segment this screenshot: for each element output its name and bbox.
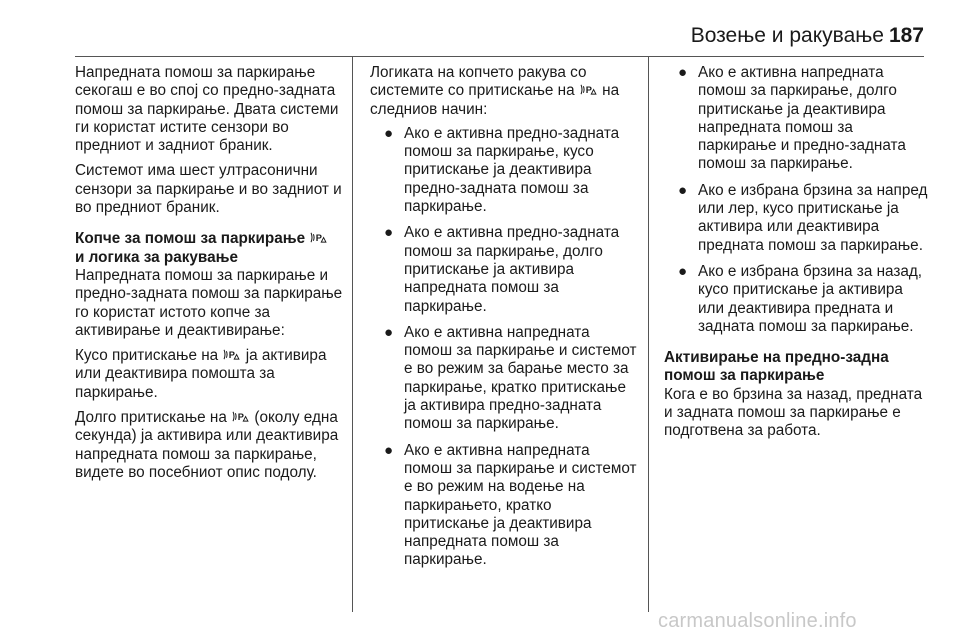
page-number: 187 <box>888 24 924 47</box>
paragraph: Системот има шест ултрасонични сензори за паркирање и во задниот и во предниот браник. <box>75 162 342 217</box>
list-item: ● Ако е активна напредната помош за паркирање и системот е во режим за барање место за паркирање, кратко притискање ја активира предно-задната помош за паркирање. <box>384 323 637 433</box>
column-2 <box>370 64 638 578</box>
bullet-icon: ● <box>678 262 688 280</box>
watermark: carmanualsonline.info <box>658 610 857 632</box>
park-assist-icon <box>310 231 327 244</box>
bullet-icon: ● <box>678 64 688 81</box>
paragraph: Напредната помош за паркирање и предно-задната помош за паркирање го користат истото копче за активирање и деактивирање: <box>75 266 343 339</box>
section-heading: Копче за помош за паркирање и логика за ракување <box>75 230 345 267</box>
bullet-icon: ● <box>384 323 394 341</box>
paragraph: Долго притискање на (околу една секунда) ја активира или деактивира напредната помош за паркирање, видете во посебниот опис подолу. <box>75 409 339 481</box>
list-item: ● Ако е избрана брзина за напред или лер, кусо притискање ја активира или деактивира предната помош за паркирање. <box>678 181 928 254</box>
chapter-title: Возење и ракување <box>690 24 884 47</box>
page-header <box>0 0 960 57</box>
column-1 <box>75 64 345 489</box>
bullet-list <box>370 125 638 570</box>
bullet-icon: ● <box>384 441 394 459</box>
paragraph: Логиката на копчето ракува со системите со притискање на на следниов начин: <box>370 64 620 118</box>
column-divider-1 <box>352 57 353 612</box>
bullet-icon: ● <box>678 181 688 199</box>
bullet-icon: ● <box>384 124 394 142</box>
list-item: ● Ако е избрана брзина за назад, кусо притискање ја активира или деактивира предната и задната помош за паркирање. <box>678 262 923 335</box>
park-assist-icon <box>232 410 249 423</box>
paragraph: Кусо притискање на ја активира или деактивира помошта за паркирање. <box>75 347 327 401</box>
park-assist-icon <box>223 348 240 361</box>
section-heading: Активирање на предно-задна помош за паркирање <box>664 349 889 385</box>
header-divider <box>75 56 924 57</box>
list-item: ● Ако е активна напредната помош за паркирање, долго притискање ја деактивира напредната помош за паркирање и предно-задната помош за паркирање. <box>678 64 906 173</box>
list-item: ● Ако е активна предно-задната помош за паркирање, долго притискање ја активира напредната помош за паркирање. <box>384 224 620 315</box>
paragraph: Кога е во брзина за назад, предната и задната помош за паркирање е подготвена за работа. <box>664 385 923 440</box>
park-assist-icon <box>580 83 597 96</box>
column-3 <box>664 64 930 448</box>
list-item: ● Ако е активна напредната помош за паркирање и системот е во режим на водење на паркирањето, кратко притискање ја деактивира напредната помош за паркирање. <box>384 441 637 569</box>
column-divider-2 <box>648 57 649 612</box>
paragraph: Напредната помош за паркирање секогаш е во спој со предно-задната помош за паркирање. Двата системи ги користат истите сензори во предниот и задниот браник. <box>75 64 339 155</box>
bullet-icon: ● <box>384 224 394 242</box>
bullet-list <box>664 64 930 336</box>
list-item: ● Ако е активна предно-задната помош за паркирање, кусо притискање ја деактивира предно-задната помош за паркирање. <box>384 124 620 216</box>
